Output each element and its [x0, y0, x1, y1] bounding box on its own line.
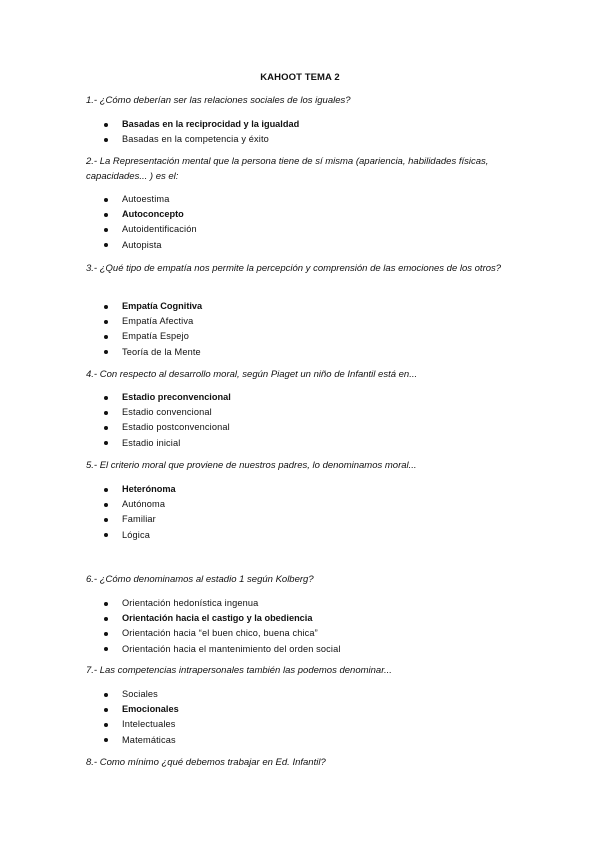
question-7-option-1: Sociales: [104, 687, 179, 702]
question-2: 2.- La Representación mental que la persona tiene de sí misma (apariencia, habilidades físicas, capacidades... ) es el:: [86, 156, 489, 182]
question-6: 6.- ¿Cómo denominamos al estadio 1 según Kolberg?: [86, 574, 314, 585]
question-7-option-2: Emocionales: [104, 702, 179, 717]
question-7-option-3: Intelectuales: [104, 717, 179, 732]
question-3: 3.- ¿Qué tipo de empatía nos permite la percepción y comprensión de las emociones de los otros?: [86, 263, 502, 274]
question-6-option-4: Orientación hacia el mantenimiento del orden social: [104, 642, 341, 657]
question-3-option-3: Empatía Espejo: [104, 329, 202, 344]
question-8: 8.- Como mínimo ¿qué debemos trabajar en Ed. Infantil?: [86, 757, 326, 768]
question-2-options: [104, 192, 197, 253]
question-1: 1.- ¿Cómo deberían ser las relaciones sociales de los iguales?: [86, 95, 351, 106]
question-5-option-4: Lógica: [104, 528, 176, 543]
question-4: 4.- Con respecto al desarrollo moral, según Piaget un niño de Infantil está en...: [86, 369, 418, 380]
question-1-option-1: Basadas en la reciprocidad y la igualdad: [104, 117, 299, 132]
question-5-option-2: Autónoma: [104, 497, 176, 512]
question-6-option-2: Orientación hacia el castigo y la obediencia: [104, 611, 341, 626]
question-4-option-3: Estadio postconvencional: [104, 420, 231, 435]
question-5: 5.- El criterio moral que proviene de nuestros padres, lo denominamos moral...: [86, 460, 417, 471]
question-2-option-4: Autopista: [104, 238, 197, 253]
question-6-option-3: Orientación hacia “el buen chico, buena chica”: [104, 626, 341, 641]
question-3-options: [104, 299, 202, 360]
question-6-options: [104, 596, 341, 657]
question-4-options: [104, 390, 231, 451]
question-7-options: [104, 687, 179, 748]
question-7: 7.- Las competencias intrapersonales también las podemos denominar...: [86, 665, 392, 676]
question-5-option-1: Heterónoma: [104, 482, 176, 497]
page-title: KAHOOT TEMA 2: [260, 72, 340, 83]
question-2-option-2: Autoconcepto: [104, 207, 197, 222]
question-3-option-4: Teoría de la Mente: [104, 345, 202, 360]
question-1-option-2: Basadas en la competencia y éxito: [104, 132, 299, 147]
question-7-option-4: Matemáticas: [104, 733, 179, 748]
question-6-option-1: Orientación hedonística ingenua: [104, 596, 341, 611]
question-3-option-2: Empatía Afectiva: [104, 314, 202, 329]
question-5-option-3: Familiar: [104, 512, 176, 527]
question-2-option-3: Autoidentificación: [104, 222, 197, 237]
question-4-option-2: Estadio convencional: [104, 405, 231, 420]
question-3-option-1: Empatía Cognitiva: [104, 299, 202, 314]
question-2-option-1: Autoestima: [104, 192, 197, 207]
question-4-option-1: Estadio preconvencional: [104, 390, 231, 405]
question-5-options: [104, 482, 176, 543]
question-4-option-4: Estadio inicial: [104, 436, 231, 451]
question-1-options: [104, 117, 299, 147]
